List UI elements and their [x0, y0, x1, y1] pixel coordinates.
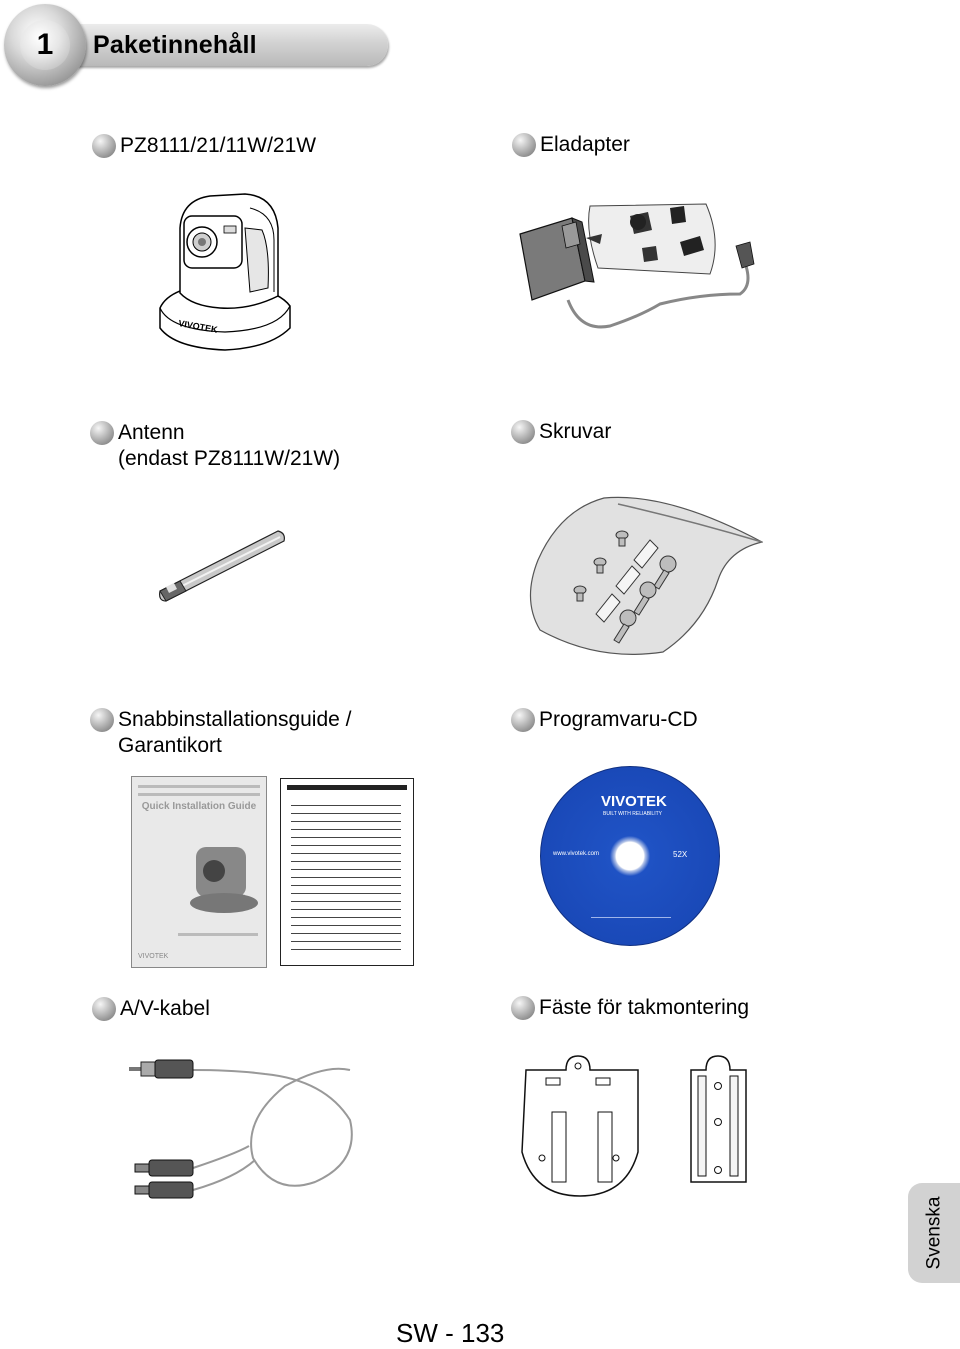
- camera-brand-text: VIVOTEK: [177, 318, 219, 335]
- item-label-power-adapter: Eladapter: [540, 132, 630, 158]
- warranty-card: [280, 778, 414, 966]
- cd-speed: 52X: [673, 850, 688, 859]
- cd-brand-logo: VIVOTEK: [601, 793, 667, 810]
- bullet-icon: [511, 420, 535, 444]
- bullet-icon: [90, 708, 114, 732]
- item-label-software-cd: Programvaru-CD: [539, 707, 698, 733]
- antenna-illustration: [150, 525, 290, 605]
- software-cd: [540, 766, 720, 946]
- cd-tagline: BUILT WITH RELIABILITY: [603, 811, 662, 817]
- item-label-ceiling-bracket: Fäste för takmontering: [539, 995, 749, 1021]
- section-number: 1: [20, 20, 70, 70]
- item-label-antenna: Antenn (endast PZ8111W/21W): [118, 420, 340, 472]
- bullet-icon: [511, 708, 535, 732]
- item-label-quick-guide: Snabbinstallationsguide / Garantikort: [118, 707, 352, 759]
- screws-bag-illustration: [518, 490, 763, 660]
- ptz-camera-illustration: [150, 188, 300, 358]
- language-tab-label: Svenska: [923, 1196, 944, 1270]
- item-label-camera: PZ8111/21/11W/21W: [120, 133, 316, 159]
- bullet-icon: [512, 133, 536, 157]
- bullet-icon: [511, 996, 535, 1020]
- item-label-screws: Skruvar: [539, 419, 611, 445]
- language-tab: [908, 1183, 960, 1283]
- bullet-icon: [90, 421, 114, 445]
- av-cable-illustration: [125, 1050, 365, 1210]
- page-number: SW - 133: [396, 1318, 505, 1348]
- section-title: Paketinnehåll: [93, 31, 257, 59]
- power-adapter-illustration: [510, 196, 760, 342]
- ceiling-bracket-illustration: [516, 1052, 756, 1200]
- guide-camera-image: [184, 837, 264, 917]
- item-label-av-cable: A/V-kabel: [120, 996, 210, 1022]
- guide-brand: VIVOTEK: [138, 953, 169, 960]
- section-number-badge: [4, 4, 86, 86]
- quick-guide-booklet: [131, 776, 267, 968]
- bullet-icon: [92, 997, 116, 1021]
- bullet-icon: [92, 134, 116, 158]
- quick-guide-title: Quick Installation Guide: [141, 801, 257, 812]
- cd-url: www.vivotek.com: [553, 851, 600, 857]
